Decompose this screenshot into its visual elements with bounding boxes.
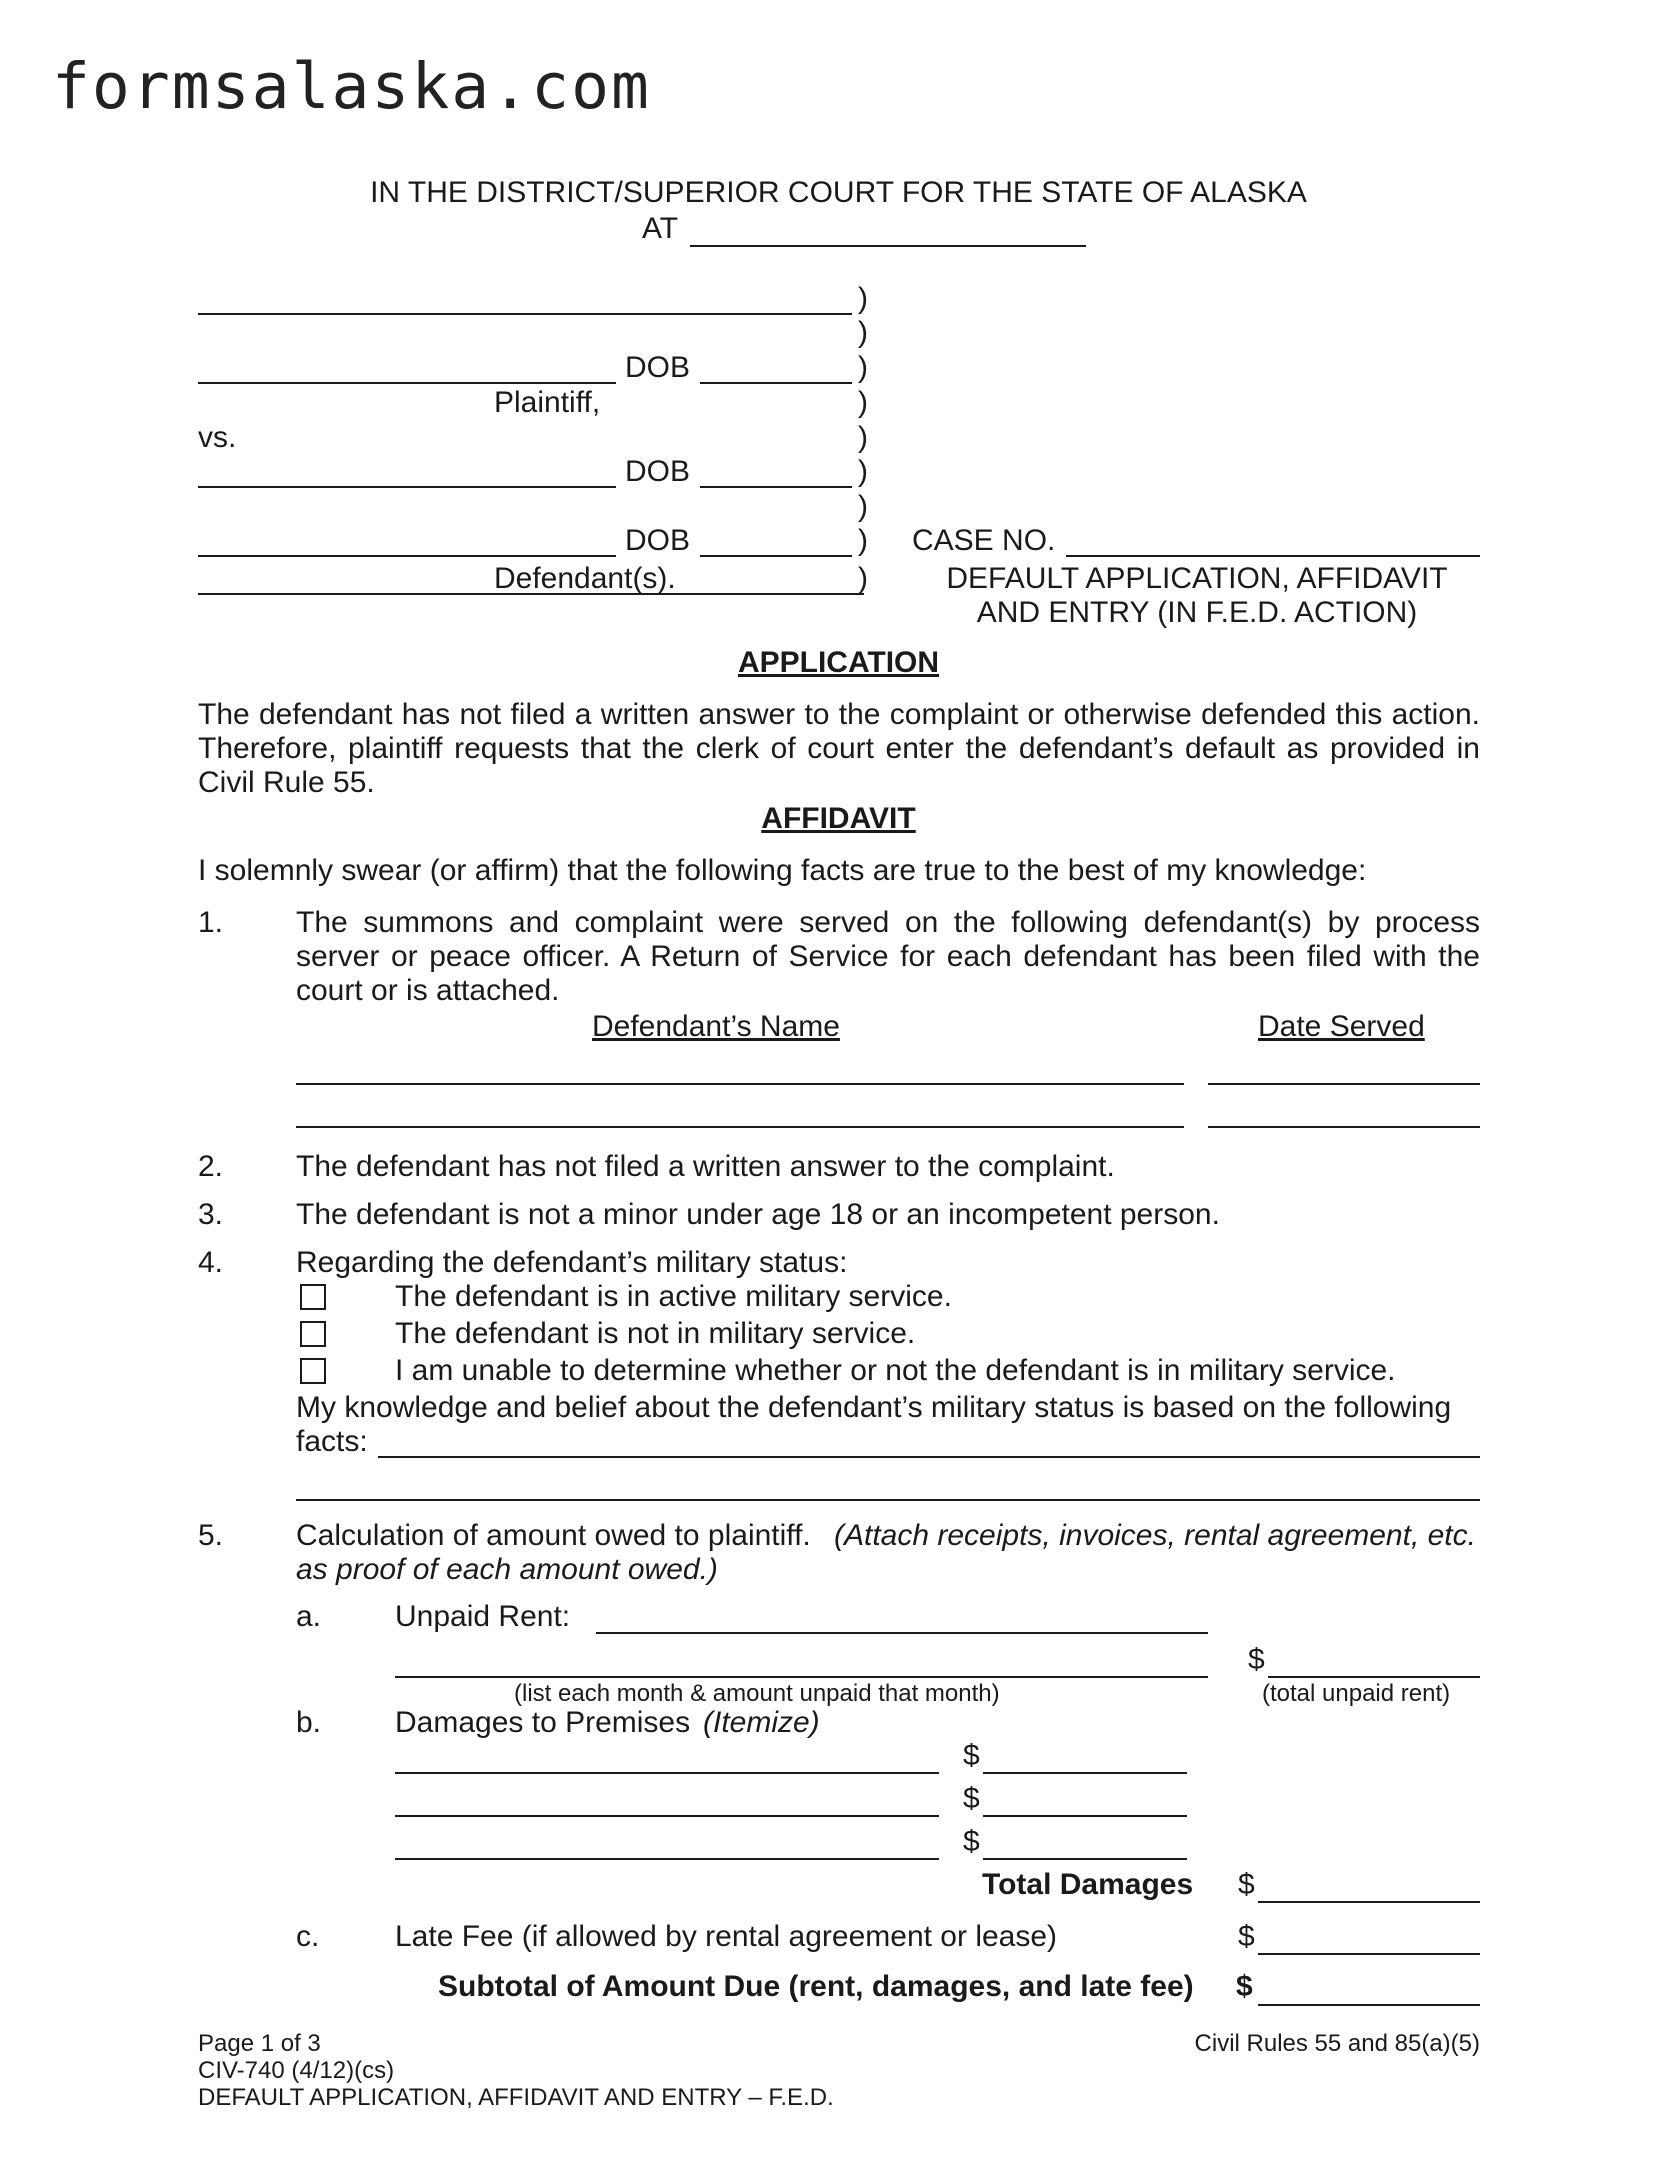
plaintiff-label: Plaintiff, [494,386,601,419]
item-5-text: Calculation of amount owed to plaintiff. [296,1519,811,1552]
damage-dollar-1: $ [963,1739,980,1772]
unpaid-rent-line-1[interactable] [596,1632,1208,1634]
late-fee-label: Late Fee (if allowed by rental agreement or lease) [395,1920,1058,1953]
caption-paren: ) [858,421,868,454]
defendant-name-line-1[interactable] [198,486,616,488]
at-location-line[interactable] [690,245,1086,247]
active-military-checkbox[interactable] [300,1284,326,1310]
caption-paren: ) [858,524,868,557]
military-facts-line-2[interactable] [296,1499,1480,1501]
caption-paren: ) [858,386,868,419]
court-heading: IN THE DISTRICT/SUPERIOR COURT FOR THE STATE OF ALASKA [370,176,1307,209]
unable-determine-checkbox[interactable] [300,1358,326,1384]
served-defendant-name-line-1[interactable] [296,1083,1184,1085]
plaintiff-dob-label: DOB [625,351,691,384]
served-defendant-name-line-2[interactable] [296,1126,1184,1128]
footer-page-number: Page 1 of 3 [198,2030,321,2057]
item-3-number: 3. [198,1198,224,1231]
document-title-line-2: AND ENTRY (IN F.E.D. ACTION) [976,596,1418,629]
caption-paren: ) [858,351,868,384]
defendant-dob-line-2[interactable] [700,555,852,557]
caption-paren: ) [858,562,868,595]
damage-amount-line-1[interactable] [983,1772,1187,1774]
military-option-active: The defendant is in active military service. [395,1280,952,1313]
watermark-logo: formsalaska.com [52,50,651,123]
case-no-label: CASE NO. [912,524,1056,557]
plaintiff-dob-line[interactable] [700,382,852,384]
item-3-text: The defendant is not a minor under age 18 or an incompetent person. [296,1198,1220,1231]
total-damages-dollar: $ [1238,1868,1255,1901]
total-unpaid-rent-dollar: $ [1248,1643,1265,1676]
damage-amount-line-3[interactable] [983,1858,1187,1860]
damage-item-line-1[interactable] [395,1772,939,1774]
knowledge-text-line-1: My knowledge and belief about the defendant’s military status is based on the following [296,1391,1452,1424]
item-5-note-2: as proof of each amount owed.) [296,1553,718,1586]
document-title-line-1: DEFAULT APPLICATION, AFFIDAVIT [946,562,1448,595]
military-facts-line-1[interactable] [378,1456,1480,1458]
knowledge-text-line-2: facts: [296,1425,368,1458]
damage-dollar-3: $ [963,1825,980,1858]
subtotal-line[interactable] [1258,2004,1480,2006]
unpaid-rent-line-2[interactable] [395,1676,1208,1678]
caption-paren: ) [858,282,868,315]
damage-dollar-2: $ [963,1782,980,1815]
plaintiff-name-line-2[interactable] [198,382,616,384]
damage-item-line-3[interactable] [395,1858,939,1860]
defendant-name-line-2[interactable] [198,555,616,557]
total-damages-label: Total Damages [982,1868,1194,1901]
application-body: The defendant has not filed a written answer to the complaint or otherwise defended this action. Therefore, plaintiff requests that the clerk of court enter the defendant’s default as provided in Civil Rule 55. [198,698,1480,799]
defendant-dob-line-1[interactable] [700,486,852,488]
item-2-text: The defendant has not filed a written answer to the complaint. [296,1150,1115,1183]
defendant-dob-label-1: DOB [625,455,691,488]
item-5-note-1: (Attach receipts, invoices, rental agreement, etc. [834,1519,1476,1552]
served-date-line-2[interactable] [1208,1126,1480,1128]
military-option-unable: I am unable to determine whether or not the defendant is in military service. [395,1354,1396,1387]
defendants-label: Defendant(s). [494,562,676,595]
date-served-column-header: Date Served [1258,1010,1425,1043]
item-5-number: 5. [198,1519,224,1552]
damage-amount-line-2[interactable] [983,1815,1187,1817]
defendant-name-column-header: Defendant’s Name [592,1010,840,1043]
served-date-line-1[interactable] [1208,1083,1480,1085]
late-fee-line[interactable] [1258,1953,1480,1955]
footer-civil-rules: Civil Rules 55 and 85(a)(5) [1194,2030,1480,2057]
military-option-not: The defendant is not in military service. [395,1317,916,1350]
subtotal-label: Subtotal of Amount Due (rent, damages, and late fee) [438,1970,1194,2003]
c-label: c. [296,1920,320,1953]
at-label: AT [642,212,679,245]
footer-form-id: CIV-740 (4/12)(cs) [198,2057,395,2084]
affidavit-intro: I solemnly swear (or affirm) that the following facts are true to the best of my knowledge: [198,854,1367,887]
caption-paren: ) [858,455,868,488]
caption-paren: ) [858,316,868,349]
damage-item-line-2[interactable] [395,1815,939,1817]
affidavit-heading: AFFIDAVIT [761,802,916,835]
damages-label: Damages to Premises [395,1706,691,1739]
defendant-dob-label-2: DOB [625,524,691,557]
plaintiff-name-line-1[interactable] [198,313,852,315]
list-each-month-caption: (list each month & amount unpaid that month) [514,1680,1000,1707]
total-unpaid-rent-caption: (total unpaid rent) [1262,1680,1451,1707]
total-damages-line[interactable] [1258,1901,1480,1903]
caption-paren: ) [858,490,868,523]
b-label: b. [296,1706,322,1739]
case-no-line[interactable] [1066,555,1480,557]
item-1-text: The summons and complaint were served on the following defendant(s) by process server or peace officer. A Return of Service for each defendant has been filed with the court or is attached. [296,906,1480,1007]
not-military-checkbox[interactable] [300,1321,326,1347]
late-fee-dollar: $ [1238,1920,1255,1953]
a-label: a. [296,1600,322,1633]
subtotal-dollar: $ [1236,1970,1253,2003]
item-4-text: Regarding the defendant’s military status: [296,1246,848,1279]
item-4-number: 4. [198,1246,224,1279]
itemize-label: (Itemize) [703,1706,820,1739]
vs-label: vs. [198,421,237,454]
footer-form-title: DEFAULT APPLICATION, AFFIDAVIT AND ENTRY – F.E.D. [198,2084,834,2111]
item-1-number: 1. [198,906,224,939]
application-heading: APPLICATION [737,646,940,679]
unpaid-rent-label: Unpaid Rent: [395,1600,571,1633]
total-unpaid-rent-line[interactable] [1268,1676,1480,1678]
item-2-number: 2. [198,1150,224,1183]
